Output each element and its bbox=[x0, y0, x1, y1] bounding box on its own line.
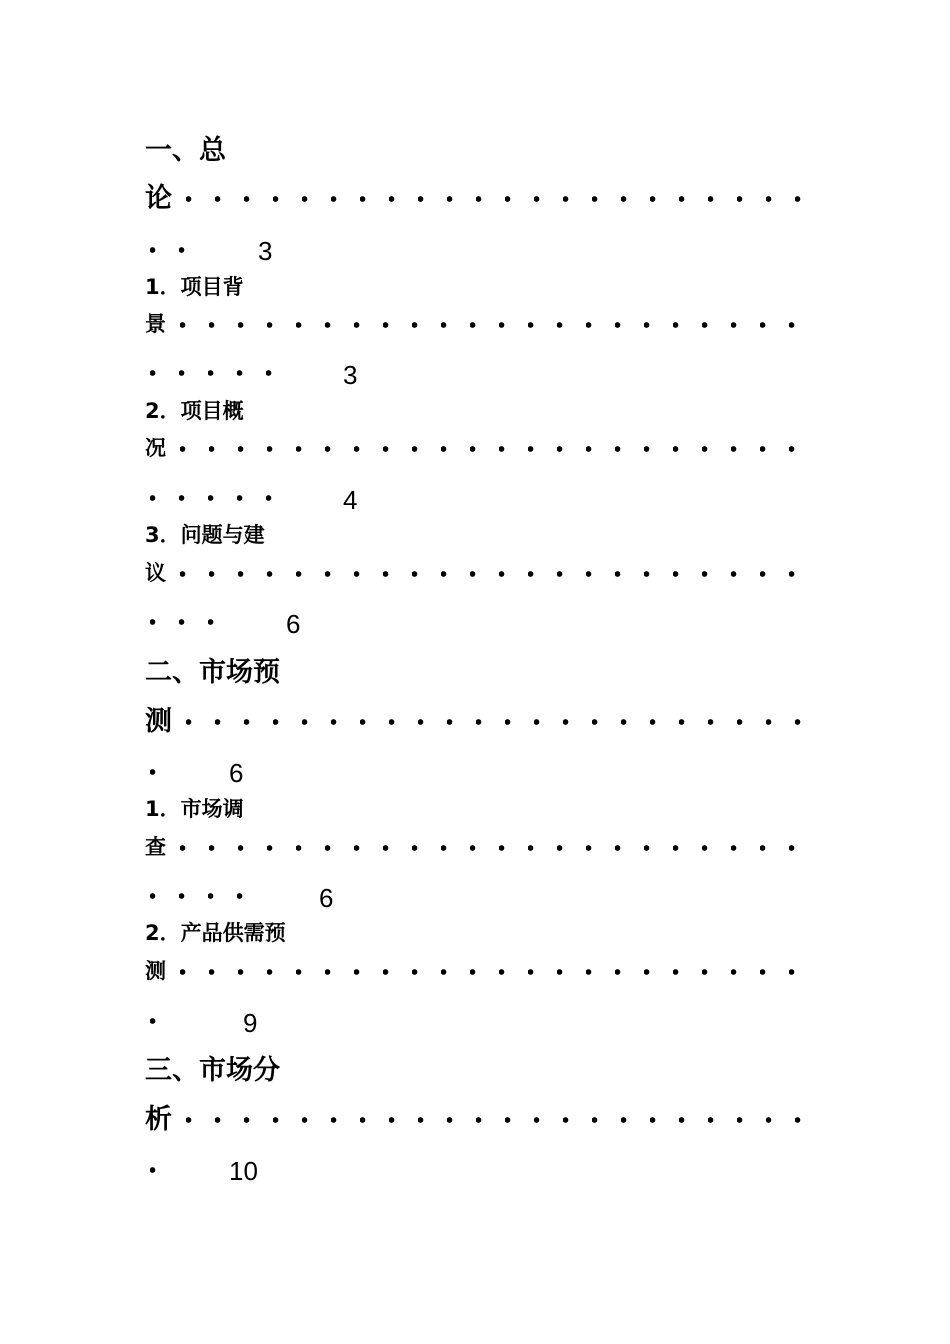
dot-leader bbox=[180, 445, 805, 453]
toc-leader-row bbox=[145, 1106, 805, 1133]
toc-page-number: 3 bbox=[343, 360, 358, 390]
tail-dot-leader bbox=[150, 618, 216, 626]
tail-dot-leader bbox=[150, 768, 158, 776]
toc-tail-row bbox=[150, 607, 216, 637]
tail-dot-leader bbox=[150, 369, 274, 377]
toc-title-line: 一、总 bbox=[145, 135, 226, 166]
toc-leader-row bbox=[145, 438, 805, 459]
toc-title-tail: 景 bbox=[145, 312, 166, 336]
toc-leader-row bbox=[145, 708, 805, 735]
toc-title-line: 1．项目背 bbox=[145, 275, 244, 299]
toc-page-number: 9 bbox=[243, 1008, 258, 1038]
toc-leader-row bbox=[145, 961, 805, 982]
dot-leader bbox=[180, 844, 805, 852]
toc-page-number: 4 bbox=[343, 485, 358, 515]
dot-leader bbox=[180, 570, 805, 578]
toc-tail-row bbox=[150, 757, 158, 787]
toc-title-tail: 测 bbox=[145, 959, 166, 983]
toc-title-tail: 论 bbox=[145, 183, 172, 214]
tail-dot-leader bbox=[150, 1166, 158, 1174]
toc-tail-row bbox=[150, 1155, 158, 1185]
toc-title-line: 二、市场预 bbox=[145, 657, 280, 688]
toc-page-number: 6 bbox=[286, 609, 301, 639]
tail-dot-leader bbox=[150, 246, 187, 254]
toc-title-tail: 测 bbox=[145, 706, 172, 737]
toc-page-number: 10 bbox=[229, 1156, 258, 1186]
toc-leader-row bbox=[145, 563, 805, 584]
toc-title-line: 三、市场分 bbox=[145, 1055, 280, 1086]
tail-dot-leader bbox=[150, 1017, 158, 1025]
toc-page-number: 6 bbox=[319, 883, 334, 913]
toc-tail-row bbox=[150, 881, 245, 911]
dot-leader bbox=[180, 968, 805, 976]
toc-leader-row bbox=[145, 185, 805, 212]
toc-page-number: 3 bbox=[258, 236, 273, 266]
dot-leader bbox=[180, 321, 805, 329]
toc-page-number: 6 bbox=[229, 758, 244, 788]
toc-title-line: 2．产品供需预 bbox=[145, 921, 286, 945]
toc-tail-row bbox=[150, 483, 274, 513]
toc-title-tail: 况 bbox=[145, 436, 166, 460]
toc-leader-row bbox=[145, 837, 805, 858]
tail-dot-leader bbox=[150, 494, 274, 502]
toc-title-line: 3．问题与建 bbox=[145, 523, 265, 547]
dot-leader bbox=[186, 195, 805, 203]
dot-leader bbox=[186, 1116, 805, 1124]
toc-leader-row bbox=[145, 314, 805, 335]
toc-title-tail: 析 bbox=[145, 1104, 172, 1135]
toc-tail-row bbox=[150, 1006, 158, 1036]
toc-title-line: 2．项目概 bbox=[145, 399, 244, 423]
toc-title-tail: 查 bbox=[145, 835, 166, 859]
toc-title-line: 1．市场调 bbox=[145, 797, 244, 821]
toc-tail-row bbox=[150, 235, 187, 265]
toc-tail-row bbox=[150, 358, 274, 388]
tail-dot-leader bbox=[150, 892, 245, 900]
dot-leader bbox=[186, 718, 805, 726]
toc-title-tail: 议 bbox=[145, 561, 166, 585]
